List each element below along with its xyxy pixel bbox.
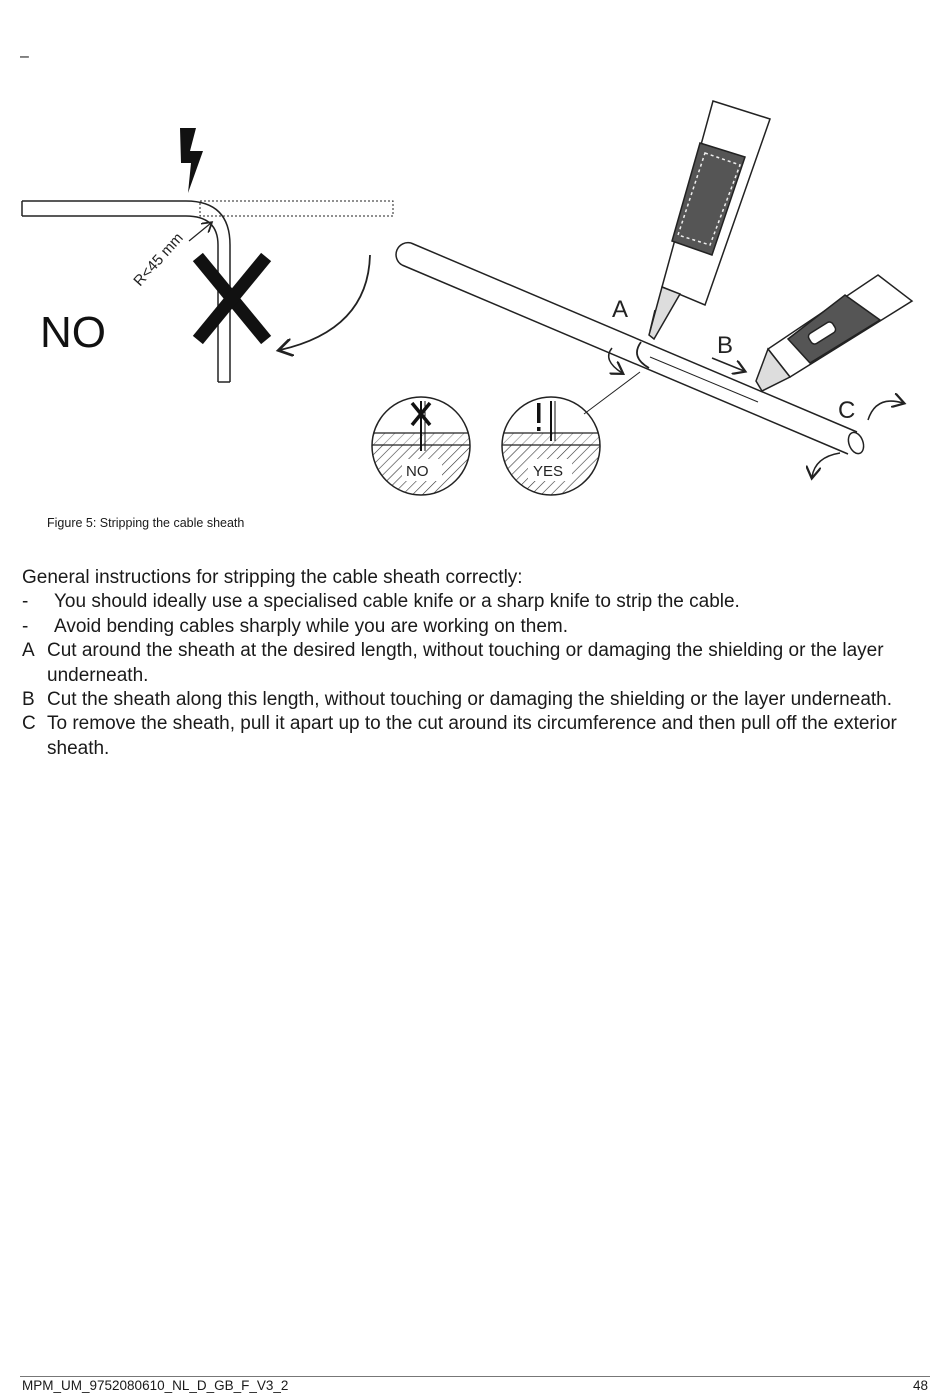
list-item bbox=[22, 615, 937, 639]
step-item-c bbox=[22, 712, 937, 761]
footer-page-number: 48 bbox=[912, 1378, 928, 1393]
top-dash-mark: – bbox=[20, 48, 29, 65]
step-item-a bbox=[22, 639, 937, 688]
detail-yes-exclamation-icon bbox=[537, 403, 541, 431]
step-marker: A bbox=[22, 640, 35, 662]
cable-stripping-illustration bbox=[0, 95, 950, 515]
detail-no-circle bbox=[372, 397, 472, 497]
list-item bbox=[22, 590, 937, 614]
bullet-text: You should ideally use a specialised cable knife or a sharp knife to strip the cable. bbox=[54, 591, 740, 613]
lightning-icon bbox=[180, 128, 203, 193]
figure-caption: Figure 5: Stripping the cable sheath bbox=[47, 516, 245, 530]
detail-yes-circle bbox=[502, 397, 602, 497]
step-c-label: C bbox=[838, 397, 856, 424]
step-text: Cut the sheath along this length, without touching or damaging the shielding or the layer underneath. bbox=[47, 689, 893, 711]
step-b-label: B bbox=[717, 332, 734, 359]
step-item-b bbox=[22, 688, 937, 712]
step-marker: B bbox=[22, 689, 35, 711]
bullet-marker: - bbox=[22, 591, 29, 613]
step-text: To remove the sheath, pull it apart up to the cut around its circumference and then pull off the exterior sheath. bbox=[47, 713, 897, 759]
step-text: Cut around the sheath at the desired length, without touching or damaging the shielding or the layer underneath. bbox=[47, 640, 884, 686]
step-a-label: A bbox=[612, 296, 629, 323]
instructions-intro: General instructions for stripping the cable sheath correctly: bbox=[22, 567, 523, 588]
straight-cable-drawing bbox=[396, 243, 903, 477]
knife-a-icon bbox=[649, 101, 770, 339]
instructions-section bbox=[22, 566, 937, 761]
no-label-large: NO bbox=[40, 308, 106, 357]
bullet-text: Avoid bending cables sharply while you are working on them. bbox=[54, 615, 569, 637]
footer-divider bbox=[20, 1376, 930, 1377]
wrong-cross-icon bbox=[202, 262, 262, 335]
knife-b-icon bbox=[756, 275, 912, 391]
radius-label: R<45 mm bbox=[130, 229, 187, 290]
bullet-marker: - bbox=[22, 615, 29, 637]
figure-cable-stripping bbox=[0, 95, 950, 515]
detail-no-label: NO bbox=[406, 463, 429, 480]
step-marker: C bbox=[22, 713, 36, 735]
detail-yes-label: YES bbox=[533, 463, 564, 480]
footer-document-id: MPM_UM_9752080610_NL_D_GB_F_V3_2 bbox=[22, 1378, 289, 1393]
